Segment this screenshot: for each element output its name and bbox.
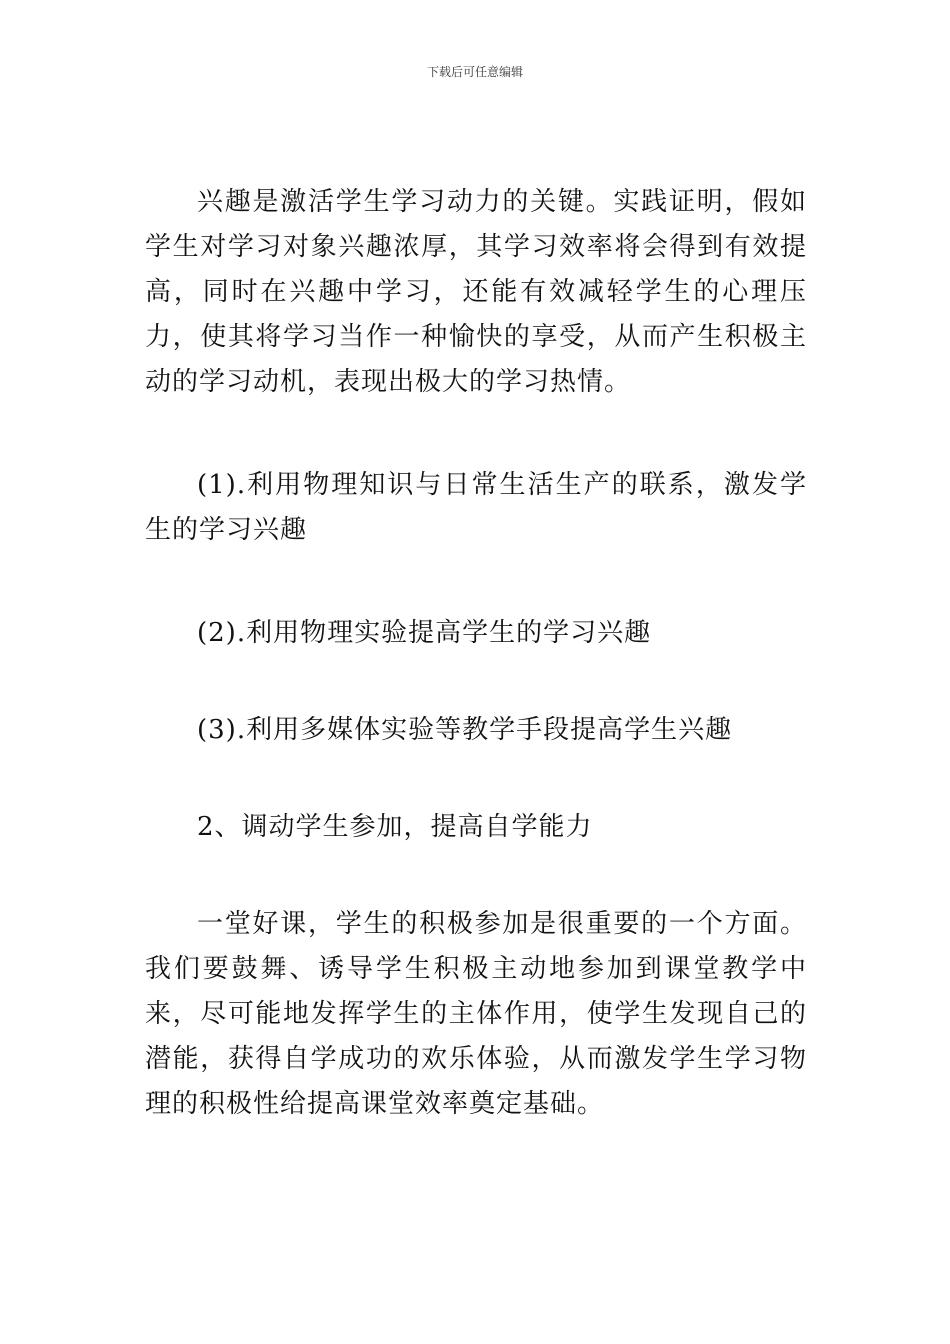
list-item-daily-life-link: (1).利用物理知识与日常生活生产的联系，激发学生的学习兴趣 [145,470,807,545]
document-body [145,180,807,1127]
paragraph-interest-intro: 兴趣是激活学生学习动力的关键。实践证明，假如学生对学习对象兴趣浓厚，其学习效率将会得到有效提高，同时在兴趣中学习，还能有效减轻学生的心理压力，使其将学习当作一种愉快的享受，从而产生积极主动的学习动机，表现出极大的学习热情。 [145,187,807,397]
paragraph-class-participation: 一堂好课，学生的积极参加是很重要的一个方面。我们要鼓舞、诱导学生积极主动地参加到课堂教学中来，尽可能地发挥学生的主体作用，使学生发现自己的潜能，获得自学成功的欢乐体验，从而激发学生学习物理的积极性给提高课堂效率奠定基础。 [145,909,807,1119]
list-item-multimedia-teaching: (3).利用多媒体实验等教学手段提高学生兴趣 [197,715,733,745]
page-header-note: 下载后可任意编辑 [426,65,523,79]
section-heading-participation: 2、调动学生参加，提高自学能力 [197,812,593,842]
list-item-physics-experiments: (2).利用物理实验提高学生的学习兴趣 [197,618,652,648]
